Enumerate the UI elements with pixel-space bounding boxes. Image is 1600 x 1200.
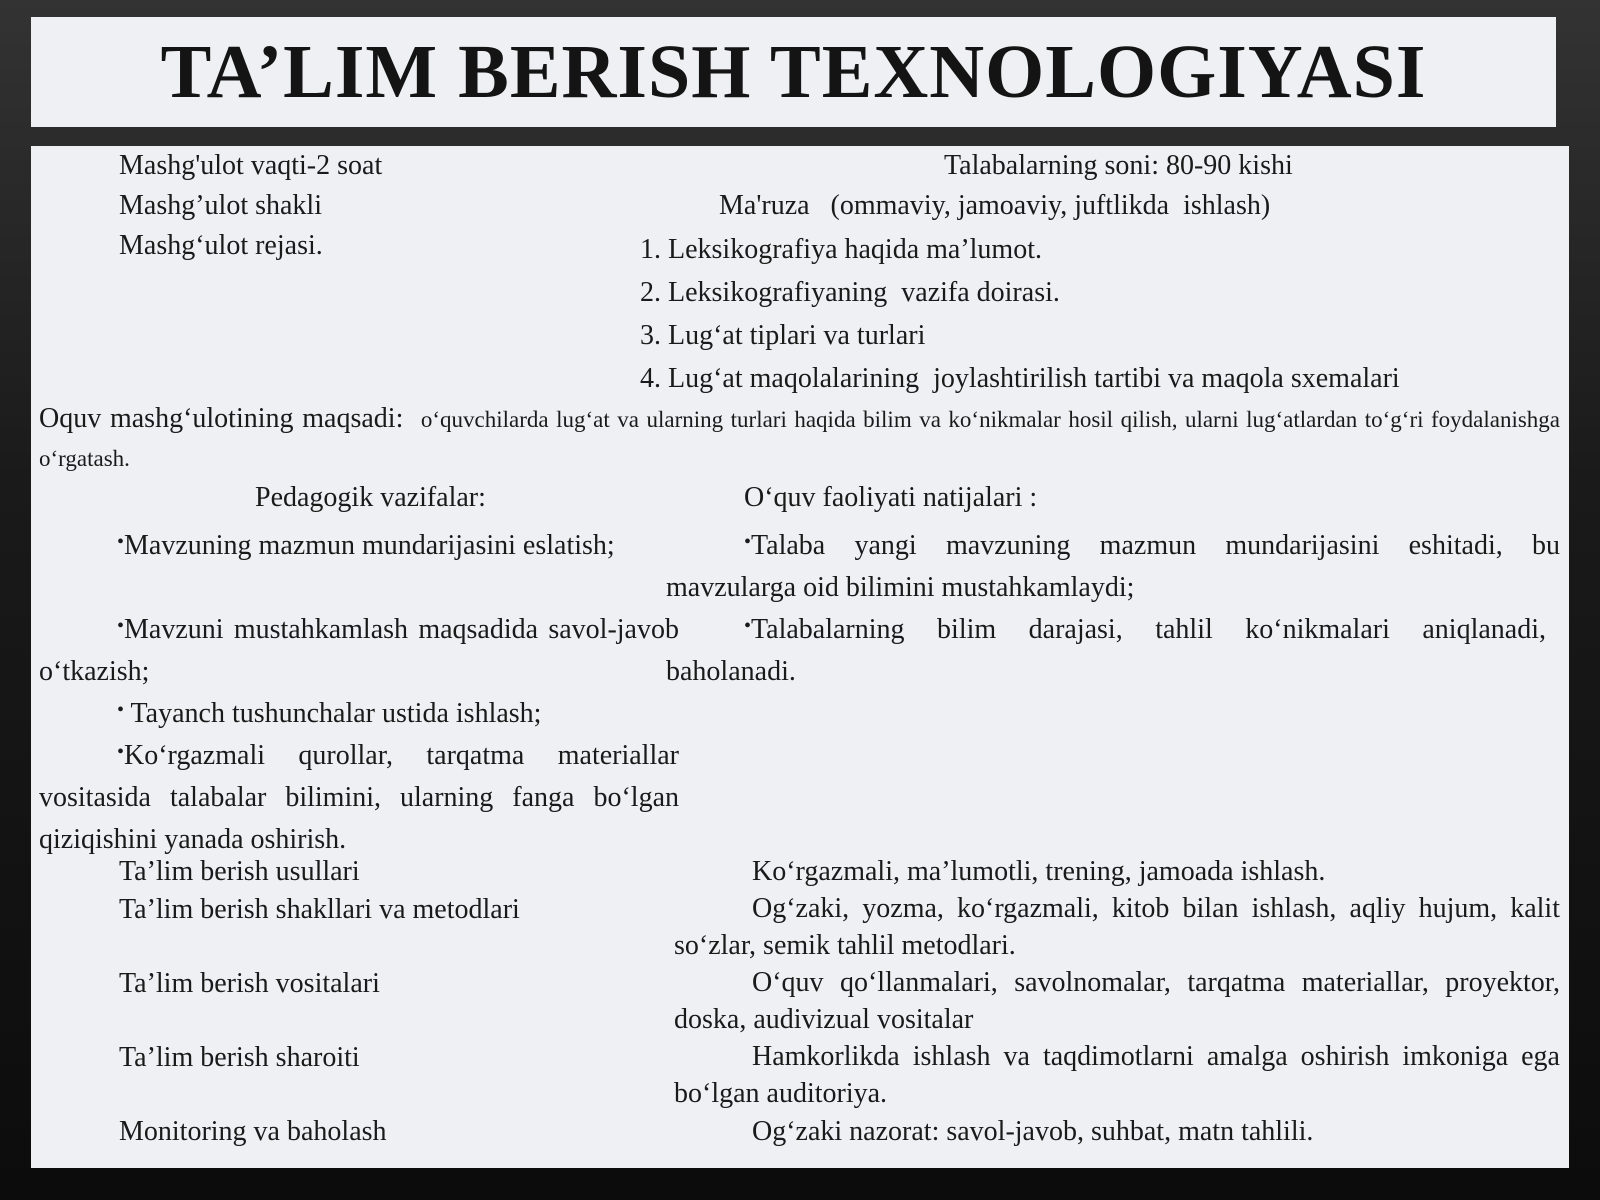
bullet-icon: •	[117, 615, 125, 637]
form-value: Ma'ruza (ommaviy, jamoaviy, juftlikda ishlash)	[719, 190, 1271, 221]
page-title: TA’LIM BERISH TEXNOLOGIYASI	[160, 29, 1427, 114]
goal-text: o‘quvchilarda lug‘at va ularning turlari haqida bilim va ko‘nikmalar hosil qilish, ularni lug‘atlardan to‘g‘ri foydalanishga o‘rgatash.	[39, 407, 1561, 471]
row-label: Ta’lim berish shakllari va metodlari	[119, 894, 520, 925]
bullet-icon: •	[117, 531, 125, 553]
plan-item: 1. Leksikografiya haqida ma’lumot.	[640, 234, 1042, 265]
results-item: •Talaba yangi mavzuning mazmun mundarijasini eshitadi, bu mavzularga oid bilimini mustahkamlaydi;	[666, 530, 1560, 603]
row-value: Ko‘rgazmali, ma’lumotli, trening, jamoada ishlash.	[752, 856, 1326, 887]
pedagogic-item: •Ko‘rgazmali qurollar, tarqatma materiallar vositasida talabalar bilimini, ularning fanga bo‘lgan qiziqishini yanada oshirish.	[39, 740, 679, 855]
students-label: Talabalarning soni: 80-90 kishi	[944, 150, 1293, 181]
pedagogic-item: • Tayanch tushunchalar ustida ishlash;	[117, 698, 542, 729]
bullet-icon: •	[117, 741, 125, 763]
results-heading: O‘quv faoliyati natijalari :	[744, 482, 1038, 513]
pedagogic-heading: Pedagogik vazifalar:	[255, 482, 486, 513]
plan-label: Mashg‘ulot rejasi.	[119, 230, 323, 261]
row-value: Og‘zaki nazorat: savol-javob, suhbat, matn tahlili.	[752, 1116, 1314, 1147]
plan-item: 2. Leksikografiyaning vazifa doirasi.	[640, 277, 1060, 308]
bullet-icon: •	[744, 615, 752, 637]
pedagogic-item: •Mavzuning mazmun mundarijasini eslatish;	[117, 530, 615, 561]
form-label: Mashg’ulot shakli	[119, 190, 322, 221]
plan-item: 4. Lug‘at maqolalarining joylashtirilish tartibi va maqola sxemalari	[640, 363, 1400, 394]
time-label: Mashg'ulot vaqti-2 soat	[119, 150, 383, 181]
goal-paragraph	[39, 400, 1560, 478]
plan-item: 3. Lug‘at tiplari va turlari	[640, 320, 926, 351]
row-label: Ta’lim berish sharoiti	[119, 1042, 360, 1073]
row-label: Ta’lim berish vositalari	[119, 968, 380, 999]
goal-label: Oquv mashg‘ulotining maqsadi:	[39, 403, 404, 434]
row-label: Ta’lim berish usullari	[119, 856, 360, 887]
content-panel	[31, 146, 1569, 1168]
pedagogic-item: •Mavzuni mustahkamlash maqsadida savol-javob o‘tkazish;	[39, 614, 679, 687]
row-value: O‘quv qo‘llanmalari, savolnomalar, tarqatma materiallar, proyektor, doska, audivizual vositalar	[674, 967, 1560, 1035]
row-value: Hamkorlikda ishlash va taqdimotlarni amalga oshirish imkoniga ega bo‘lgan auditoriya.	[674, 1041, 1560, 1109]
title-banner	[31, 17, 1556, 127]
results-item: •Talabalarning bilim darajasi, tahlil ko‘nikmalari aniqlanadi, baholanadi.	[666, 614, 1546, 687]
row-value: Og‘zaki, yozma, ko‘rgazmali, kitob bilan ishlash, aqliy hujum, kalit so‘zlar, semik tahlil metodlari.	[674, 893, 1560, 961]
bullet-icon: •	[117, 699, 125, 721]
bullet-icon: •	[744, 531, 752, 553]
row-label: Monitoring va baholash	[119, 1116, 387, 1147]
